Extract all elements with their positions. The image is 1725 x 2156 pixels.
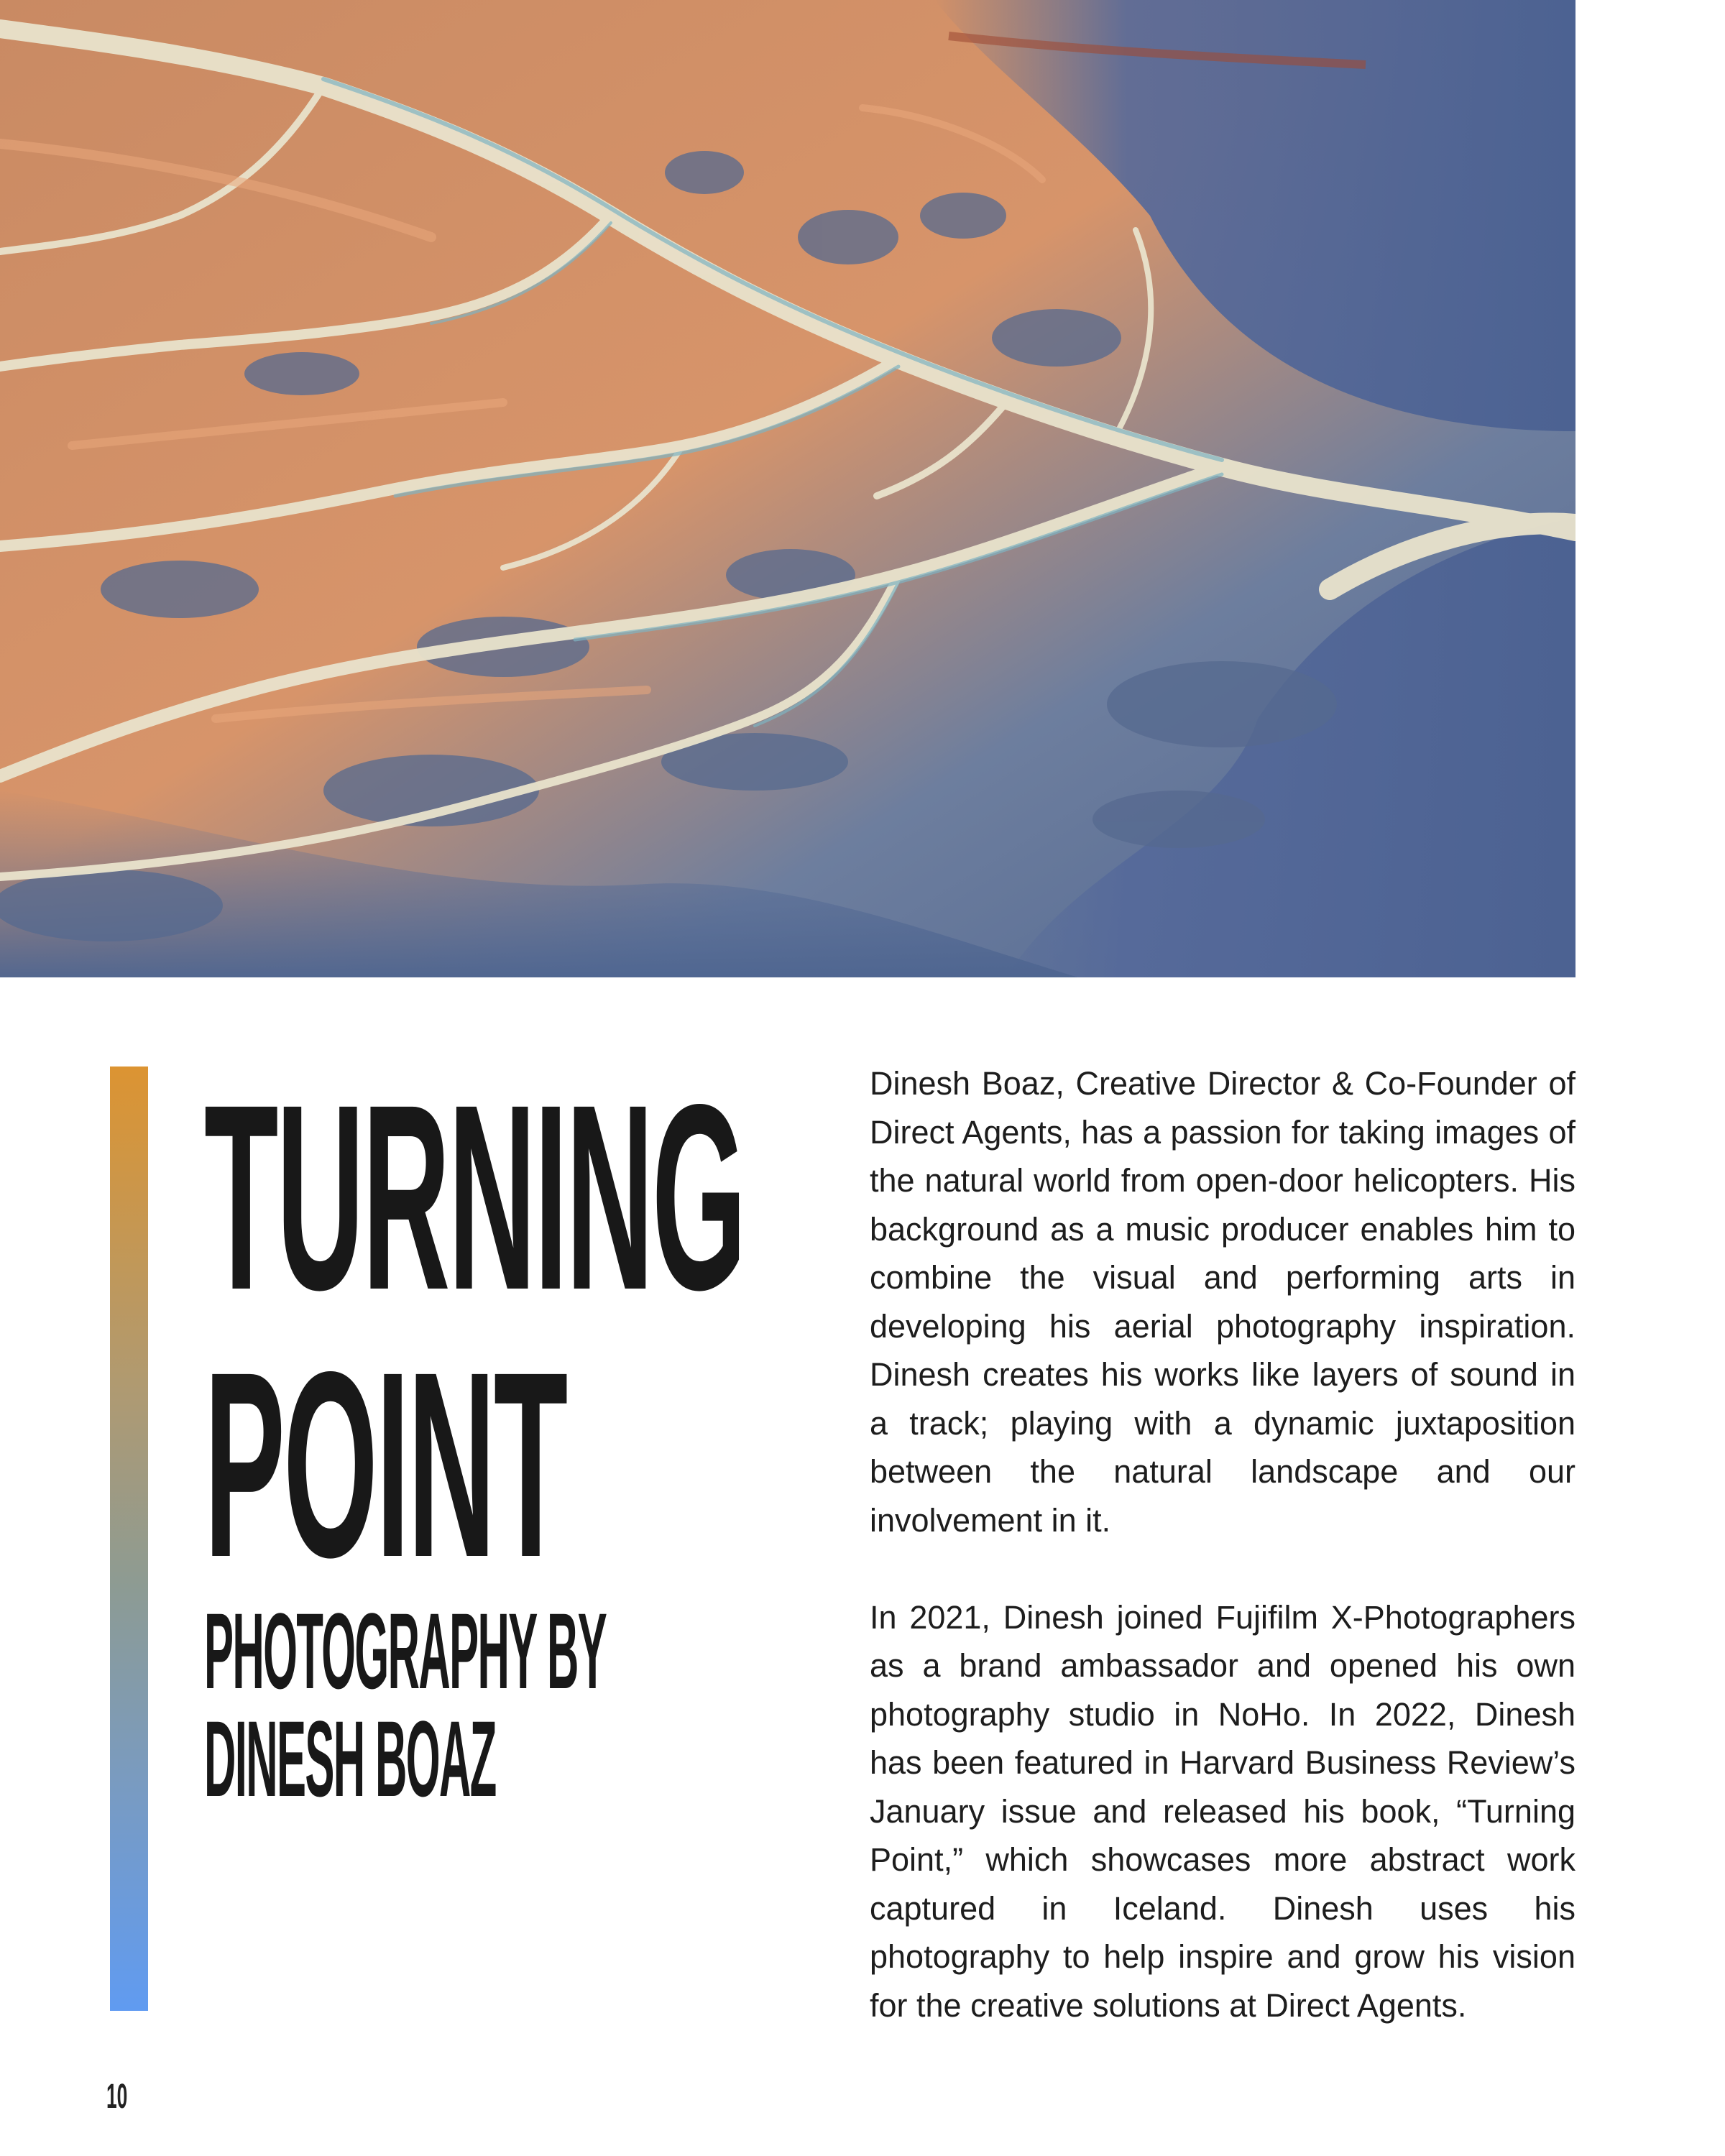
body-paragraph-1: Dinesh Boaz, Creative Director & Co-Founder of Direct Agents, has a passion for taking images of the natural world from open-door helicopters. His background as a music producer enables him to combine the visual and performing arts in developing his aerial photography inspiration. Dinesh creates his works like layers of sound in a track; playing with a dynamic juxtaposition between the natural landscape and our involvement in it. xyxy=(870,1065,1576,1539)
accent-gradient-bar xyxy=(110,1067,148,2011)
title-line-1: TURNING xyxy=(204,1049,745,1345)
article-title xyxy=(204,1049,808,1612)
article-body xyxy=(870,1059,1576,2078)
page-number: 10 xyxy=(106,2078,128,2116)
body-paragraph-2: In 2021, Dinesh joined Fujifilm X-Photographers as a brand ambassador and opened his own photography studio in NoHo. In 2022, Dinesh has been featured in Harvard Business Review’s January issue and released his book, “Turning Point,” which showcases more abstract work captured in Iceland. Dinesh uses his photography to help inspire and grow his vision for the creative solutions at Direct Agents. xyxy=(870,1598,1576,2024)
title-line-2: POINT xyxy=(204,1317,566,1612)
byline-line-2: DINESH BOAZ xyxy=(204,1698,496,1819)
hero-aerial-photo xyxy=(0,0,1576,977)
byline-line-1: PHOTOGRAPHY BY xyxy=(204,1590,607,1711)
